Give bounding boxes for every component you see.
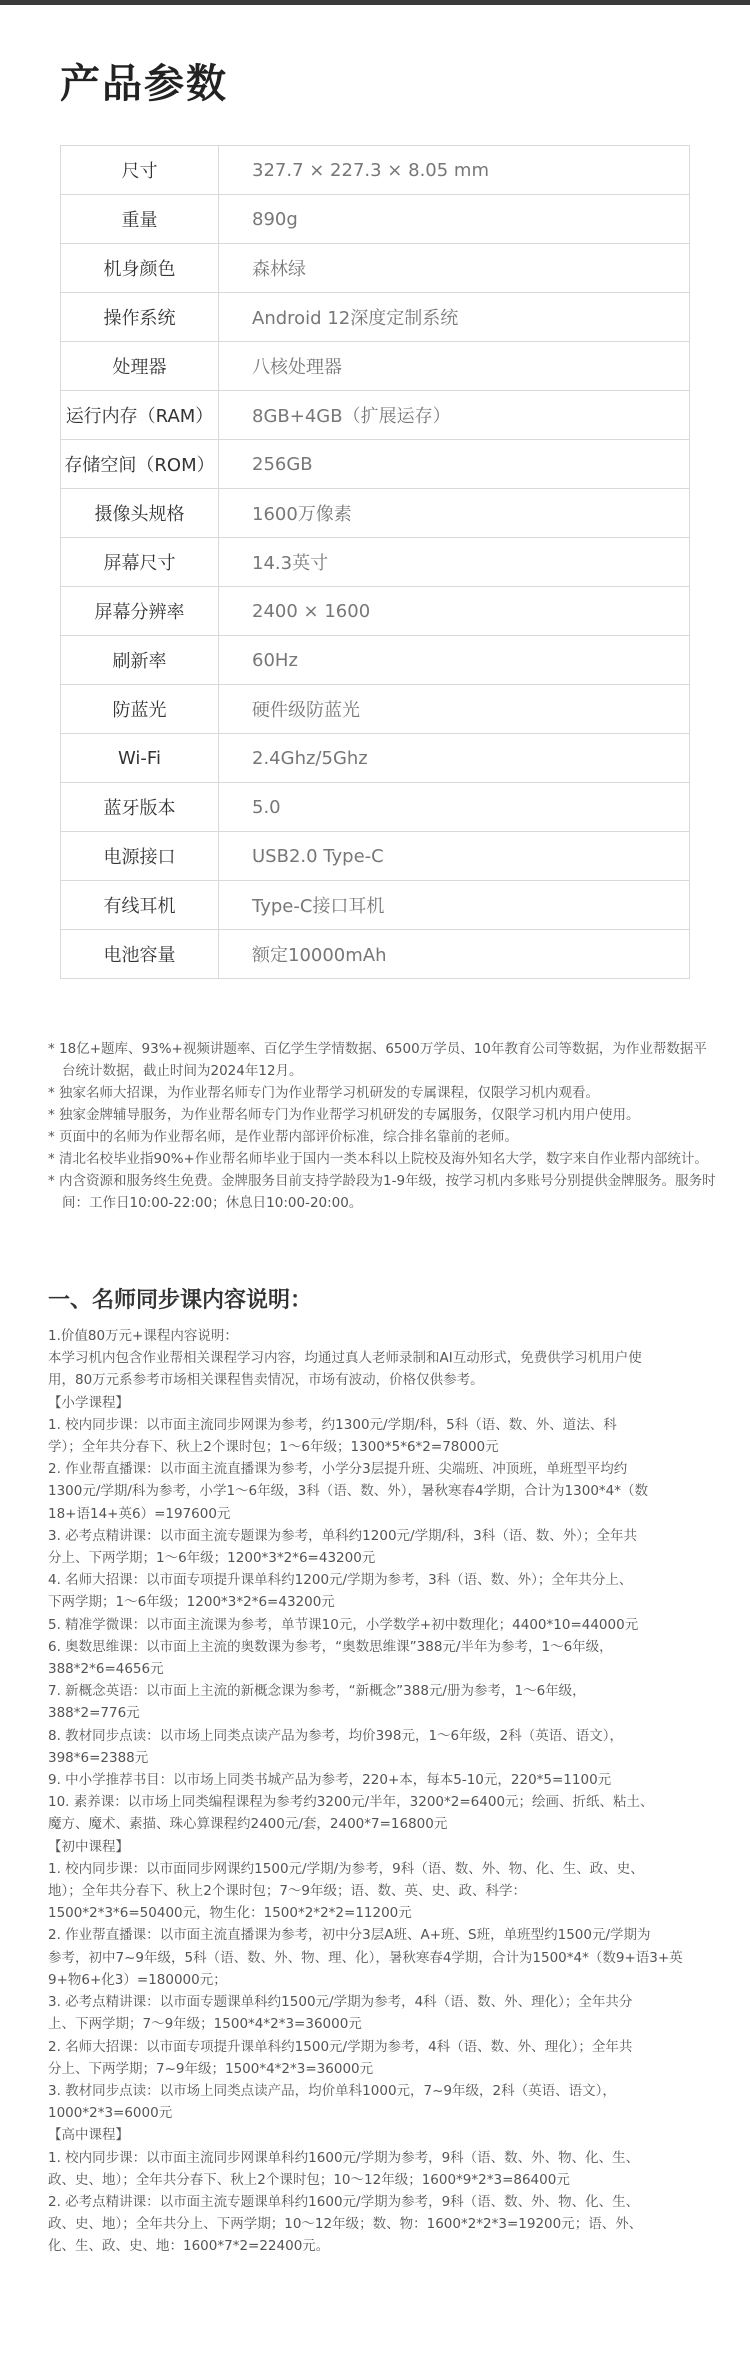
spec-row [61, 195, 690, 244]
body-line: 上、下两学期；7～9年级；1500*4*2*3=36000元 [48, 2016, 362, 2033]
body-line: 化、生、政、史、地：1600*7*2=22400元。 [48, 2238, 330, 2255]
top-divider [0, 0, 750, 5]
spec-row [61, 489, 690, 538]
spec-row [61, 293, 690, 342]
footnote-item: * 清北名校毕业指90%+作业帮名师毕业于国内一类本科以上院校及海外知名大学，数字来自作业帮内部统计。 [48, 1151, 708, 1167]
spec-value: 2400 × 1600 [219, 587, 690, 636]
spec-label: 处理器 [61, 342, 219, 391]
footnote-item: * 独家名师大招课，为作业帮名师专门为作业帮学习机研发的专属课程，仅限学习机内观看。 [48, 1085, 600, 1101]
spec-table [60, 145, 690, 979]
footnote-item: * 内含资源和服务终生免费。金牌服务目前支持学龄段为1-9年级，按学习机内多账号分别提供金牌服务。服务时间：工作日10:00-22:00；休息日10:00-20:00。 [48, 1173, 716, 1211]
spec-row [61, 930, 690, 979]
body-line: 政、史、地）；全年共分上、下两学期；10～12年级；数、物：1600*2*2*3=19200元；语、外、 [48, 2216, 643, 2233]
body-line: 9+物6+化3）=180000元； [48, 1971, 227, 1988]
body-line: 1300元/学期/科为参考，小学1～6年级，3科（语、数、外），暑秋寒春4学期，合计为1300*4*（数 [48, 1483, 649, 1500]
spec-value: 14.3英寸 [219, 538, 690, 587]
spec-value: 2.4Ghz/5Ghz [219, 734, 690, 783]
footnotes [48, 1038, 718, 1214]
body-line: 分上、下两学期；7~9年级；1500*4*2*3=36000元 [48, 2060, 374, 2077]
spec-label: 电池容量 [61, 930, 219, 979]
footnote-item: * 独家金牌辅导服务，为作业帮名师专门为作业帮学习机研发的专属服务，仅限学习机内用户使用。 [48, 1107, 640, 1123]
spec-row [61, 636, 690, 685]
page-title: 产品参数 [60, 61, 228, 107]
spec-value: 5.0 [219, 783, 690, 832]
spec-label: 重量 [61, 195, 219, 244]
body-line: 18+语14+英6）=197600元 [48, 1505, 231, 1522]
spec-value: Android 12深度定制系统 [219, 293, 690, 342]
spec-label: 摄像头规格 [61, 489, 219, 538]
body-line: 4. 名师大招课：以市面专项提升课单科约1200元/学期为参考，3科（语、数、外）；全年共分上、 [48, 1572, 633, 1589]
spec-value: 硬件级防蓝光 [219, 685, 690, 734]
body-line: 下两学期；1～6年级；1200*3*2*6=43200元 [48, 1594, 335, 1611]
spec-row [61, 685, 690, 734]
spec-label: 操作系统 [61, 293, 219, 342]
spec-row [61, 391, 690, 440]
body-line: 1. 校内同步课：以市面主流同步网课单科约1600元/学期为参考，9科（语、数、外、物、化、生、 [48, 2149, 640, 2166]
spec-value: 256GB [219, 440, 690, 489]
body-line: 政、史、地）；全年共分春下、秋上2个课时包；10～12年级；1600*9*2*3=86400元 [48, 2171, 570, 2188]
body-line: 398*6=2388元 [48, 1749, 149, 1766]
section-body [48, 1325, 720, 2258]
spec-value: 327.7 × 227.3 × 8.05 mm [219, 146, 690, 195]
spec-label: 存储空间（ROM） [61, 440, 219, 489]
body-line: 3. 教材同步点读：以市场上同类点读产品，均价单科1000元，7~9年级，2科（英语、语文）， [48, 2082, 616, 2099]
body-line: 388*2*6=4656元 [48, 1661, 164, 1678]
body-line: 【小学课程】 [48, 1394, 129, 1411]
spec-row [61, 587, 690, 636]
spec-row [61, 832, 690, 881]
spec-row [61, 783, 690, 832]
spec-label: Wi-Fi [61, 734, 219, 783]
spec-label: 防蓝光 [61, 685, 219, 734]
body-line: 本学习机内包含作业帮相关课程学习内容，均通过真人老师录制和AI互动形式，免费供学习机用户使 [48, 1350, 642, 1367]
body-line: 7. 新概念英语：以市面上主流的新概念课为参考，“新概念”388元/册为参考，1～6年级， [48, 1683, 586, 1700]
body-line: 1500*2*3*6=50400元，物生化：1500*2*2*2=11200元 [48, 1905, 412, 1922]
spec-value: 890g [219, 195, 690, 244]
spec-row [61, 244, 690, 293]
spec-label: 运行内存（RAM） [61, 391, 219, 440]
spec-row [61, 342, 690, 391]
footnote-item: * 18亿+题库、93%+视频讲题率、百亿学生学情数据、6500万学员、10年教育公司等数据，为作业帮数据平台统计数据，截止时间为2024年12月。 [48, 1041, 707, 1079]
spec-row [61, 881, 690, 930]
spec-label: 蓝牙版本 [61, 783, 219, 832]
spec-label: 尺寸 [61, 146, 219, 195]
spec-label: 有线耳机 [61, 881, 219, 930]
body-line: 10. 素养课：以市场上同类编程课程为参考约3200元/半年，3200*2=6400元；绘画、折纸、粘土、 [48, 1794, 654, 1811]
spec-value: 1600万像素 [219, 489, 690, 538]
body-line: 1.价值80万元+课程内容说明： [48, 1328, 238, 1344]
spec-table-body [61, 146, 690, 979]
spec-row [61, 440, 690, 489]
body-line: 1. 校内同步课：以市面同步网课约1500元/学期/为参考，9科（语、数、外、物、化、生、政、史、 [48, 1860, 644, 1877]
spec-value: 60Hz [219, 636, 690, 685]
body-line: 参考，初中7~9年级，5科（语、数、外、物、理、化），暑秋寒春4学期，合计为1500*4*（数9+语3+英 [48, 1949, 683, 1966]
body-line: 1000*2*3=6000元 [48, 2105, 173, 2122]
spec-value: Type-C接口耳机 [219, 881, 690, 930]
body-line: 2. 名师大招课：以市面专项提升课单科约1500元/学期为参考，4科（语、数、外、理化）；全年共 [48, 2038, 633, 2055]
spec-row [61, 734, 690, 783]
spec-label: 屏幕尺寸 [61, 538, 219, 587]
body-line: 2. 作业帮直播课：以市面主流直播课为参考，小学分3层提升班、尖端班、冲顶班，单班型平均约 [48, 1461, 628, 1478]
body-line: 9. 中小学推荐书目：以市场上同类书城产品为参考，220+本，每本5-10元，220*5=1100元 [48, 1772, 612, 1789]
spec-value: USB2.0 Type-C [219, 832, 690, 881]
spec-value: 额定10000mAh [219, 930, 690, 979]
body-line: 分上、下两学期；1～6年级；1200*3*2*6=43200元 [48, 1550, 376, 1567]
body-line: 【高中课程】 [48, 2127, 129, 2144]
body-line: 6. 奥数思维课：以市面上主流的奥数课为参考，“奥数思维课”388元/半年为参考，1～6年级， [48, 1638, 613, 1655]
body-line: 1. 校内同步课：以市面主流同步网课为参考，约1300元/学期/科，5科（语、数、外、道法、科 [48, 1416, 617, 1433]
body-line: 8. 教材同步点读：以市场上同类点读产品为参考，均价398元，1～6年级，2科（英语、语文）， [48, 1727, 623, 1744]
footnote-item: * 页面中的名师为作业帮名师，是作业帮内部评价标准，综合排名靠前的老师。 [48, 1129, 519, 1145]
spec-label: 机身颜色 [61, 244, 219, 293]
spec-row [61, 538, 690, 587]
spec-value: 森林绿 [219, 244, 690, 293]
body-line: 3. 必考点精讲课：以市面主流专题课为参考，单科约1200元/学期/科，3科（语、数、外）；全年共 [48, 1527, 637, 1544]
body-line: 【初中课程】 [48, 1838, 129, 1855]
body-line: 用，80万元系参考市场相关课程售卖情况，市场有波动，价格仅供参考。 [48, 1372, 484, 1389]
spec-row [61, 146, 690, 195]
body-line: 学）；全年共分春下、秋上2个课时包；1～6年级；1300*5*6*2=78000元 [48, 1439, 499, 1456]
body-line: 2. 必考点精讲课：以市面主流专题课单科约1600元/学期为参考，9科（语、数、外、物、化、生、 [48, 2193, 640, 2210]
spec-value: 八核处理器 [219, 342, 690, 391]
spec-value: 8GB+4GB（扩展运存） [219, 391, 690, 440]
body-line: 地）；全年共分春下、秋上2个课时包；7～9年级；语、数、英、史、政、科学： [48, 1883, 527, 1900]
section-title: 一、名师同步课内容说明： [48, 1288, 313, 1313]
spec-label: 刷新率 [61, 636, 219, 685]
body-line: 2. 作业帮直播课：以市面主流直播课为参考，初中分3层A班、A+班、S班，单班型约1500元/学期为 [48, 1927, 651, 1944]
body-line: 魔方、魔术、素描、珠心算课程约2400元/套，2400*7=16800元 [48, 1816, 448, 1833]
body-line: 388*2=776元 [48, 1705, 140, 1722]
body-line: 3. 必考点精讲课：以市面专题课单科约1500元/学期为参考，4科（语、数、外、理化）；全年共分 [48, 1994, 633, 2011]
spec-label: 电源接口 [61, 832, 219, 881]
spec-label: 屏幕分辨率 [61, 587, 219, 636]
body-line: 5. 精准学微课：以市面主流课为参考，单节课10元，小学数学+初中数理化；4400*10=44000元 [48, 1616, 639, 1633]
